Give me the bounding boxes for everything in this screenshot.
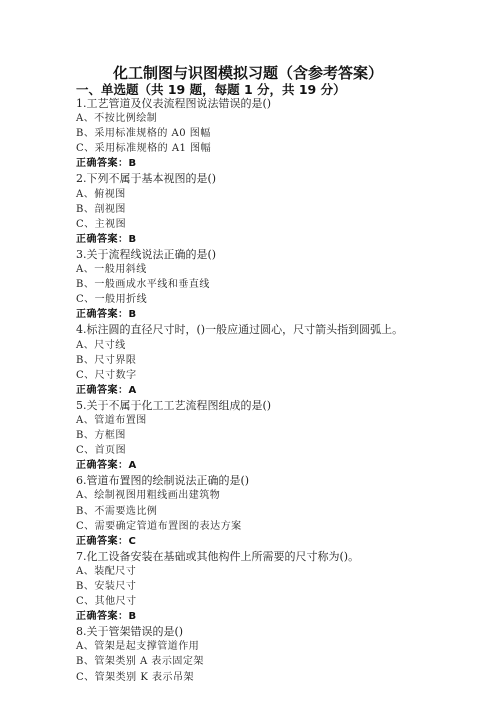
option-c: C、采用标准规格的 A1 图幅 <box>76 143 212 155</box>
question-1 <box>76 96 486 171</box>
option-b: B、采用标准规格的 A0 图幅 <box>76 128 211 140</box>
option-a: A、绘制视图用粗线画出建筑物 <box>76 490 221 502</box>
option-c: C、需要确定管道布置图的表达方案 <box>76 520 242 532</box>
answer-line: 正确答案：B <box>76 158 137 170</box>
document-title: 化工制图与识图模拟习题（含参考答案） <box>112 64 383 82</box>
option-b: B、尺寸界限 <box>76 354 137 366</box>
question-6 <box>76 473 486 548</box>
option-a: A、管架是起支撑管道作用 <box>76 641 200 653</box>
answer-line: 正确答案：B <box>76 611 137 623</box>
question-stem: 5.关于不属于化工工艺流程图组成的是() <box>76 398 272 412</box>
question-stem: 6.管道布置图的绘制说法正确的是() <box>76 474 250 488</box>
option-b: B、一般画成水平线和垂直线 <box>76 279 210 291</box>
option-c: C、尺寸数字 <box>76 369 137 381</box>
question-5 <box>76 398 486 473</box>
option-b: B、剖视图 <box>76 203 126 215</box>
answer-line: 正确答案：B <box>76 309 137 321</box>
question-stem: 3.关于流程线说法正确的是() <box>76 247 217 261</box>
option-b: B、管架类别 A 表示固定架 <box>76 656 204 668</box>
option-a: A、尺寸线 <box>76 339 126 351</box>
answer-line: 正确答案：A <box>76 460 137 472</box>
question-3 <box>76 247 486 322</box>
option-c: C、一般用折线 <box>76 294 148 306</box>
option-c: C、主视图 <box>76 218 127 230</box>
option-a: A、一般用斜线 <box>76 264 147 276</box>
option-c: C、其他尺寸 <box>76 596 137 608</box>
answer-line: 正确答案：B <box>76 233 137 245</box>
option-a: A、不按比例绘制 <box>76 113 158 125</box>
question-stem: 2.下列不属于基本视图的是() <box>76 172 217 186</box>
question-2 <box>76 171 486 246</box>
question-stem: 4.标注圆的直径尺寸时，()一般应通过圆心，尺寸箭头指到圆弧上。 <box>76 323 404 337</box>
question-8 <box>76 624 486 684</box>
answer-line: 正确答案：C <box>76 535 137 547</box>
option-b: B、安装尺寸 <box>76 581 137 592</box>
option-a: A、管道布置图 <box>76 414 147 426</box>
option-c: C、管架类别 K 表示吊架 <box>76 671 194 683</box>
question-4 <box>76 322 486 397</box>
question-stem: 8.关于管架错误的是() <box>76 625 184 639</box>
option-c: C、首页图 <box>76 445 127 457</box>
option-a: A、装配尺寸 <box>76 565 137 577</box>
section-heading: 一、单选题（共 19 题，每题 1 分，共 19 分） <box>76 82 346 97</box>
question-stem: 1.工艺管道及仪表流程图说法错误的是() <box>76 97 272 110</box>
option-b: B、不需要选比例 <box>76 505 158 517</box>
question-7 <box>76 549 486 624</box>
question-stem: 7.化工设备安装在基础或其他构件上所需要的尺寸称为()。 <box>76 549 360 563</box>
answer-line: 正确答案：A <box>76 384 137 396</box>
question-list <box>76 96 486 685</box>
option-b: B、方框图 <box>76 430 126 442</box>
option-a: A、俯视图 <box>76 188 126 200</box>
